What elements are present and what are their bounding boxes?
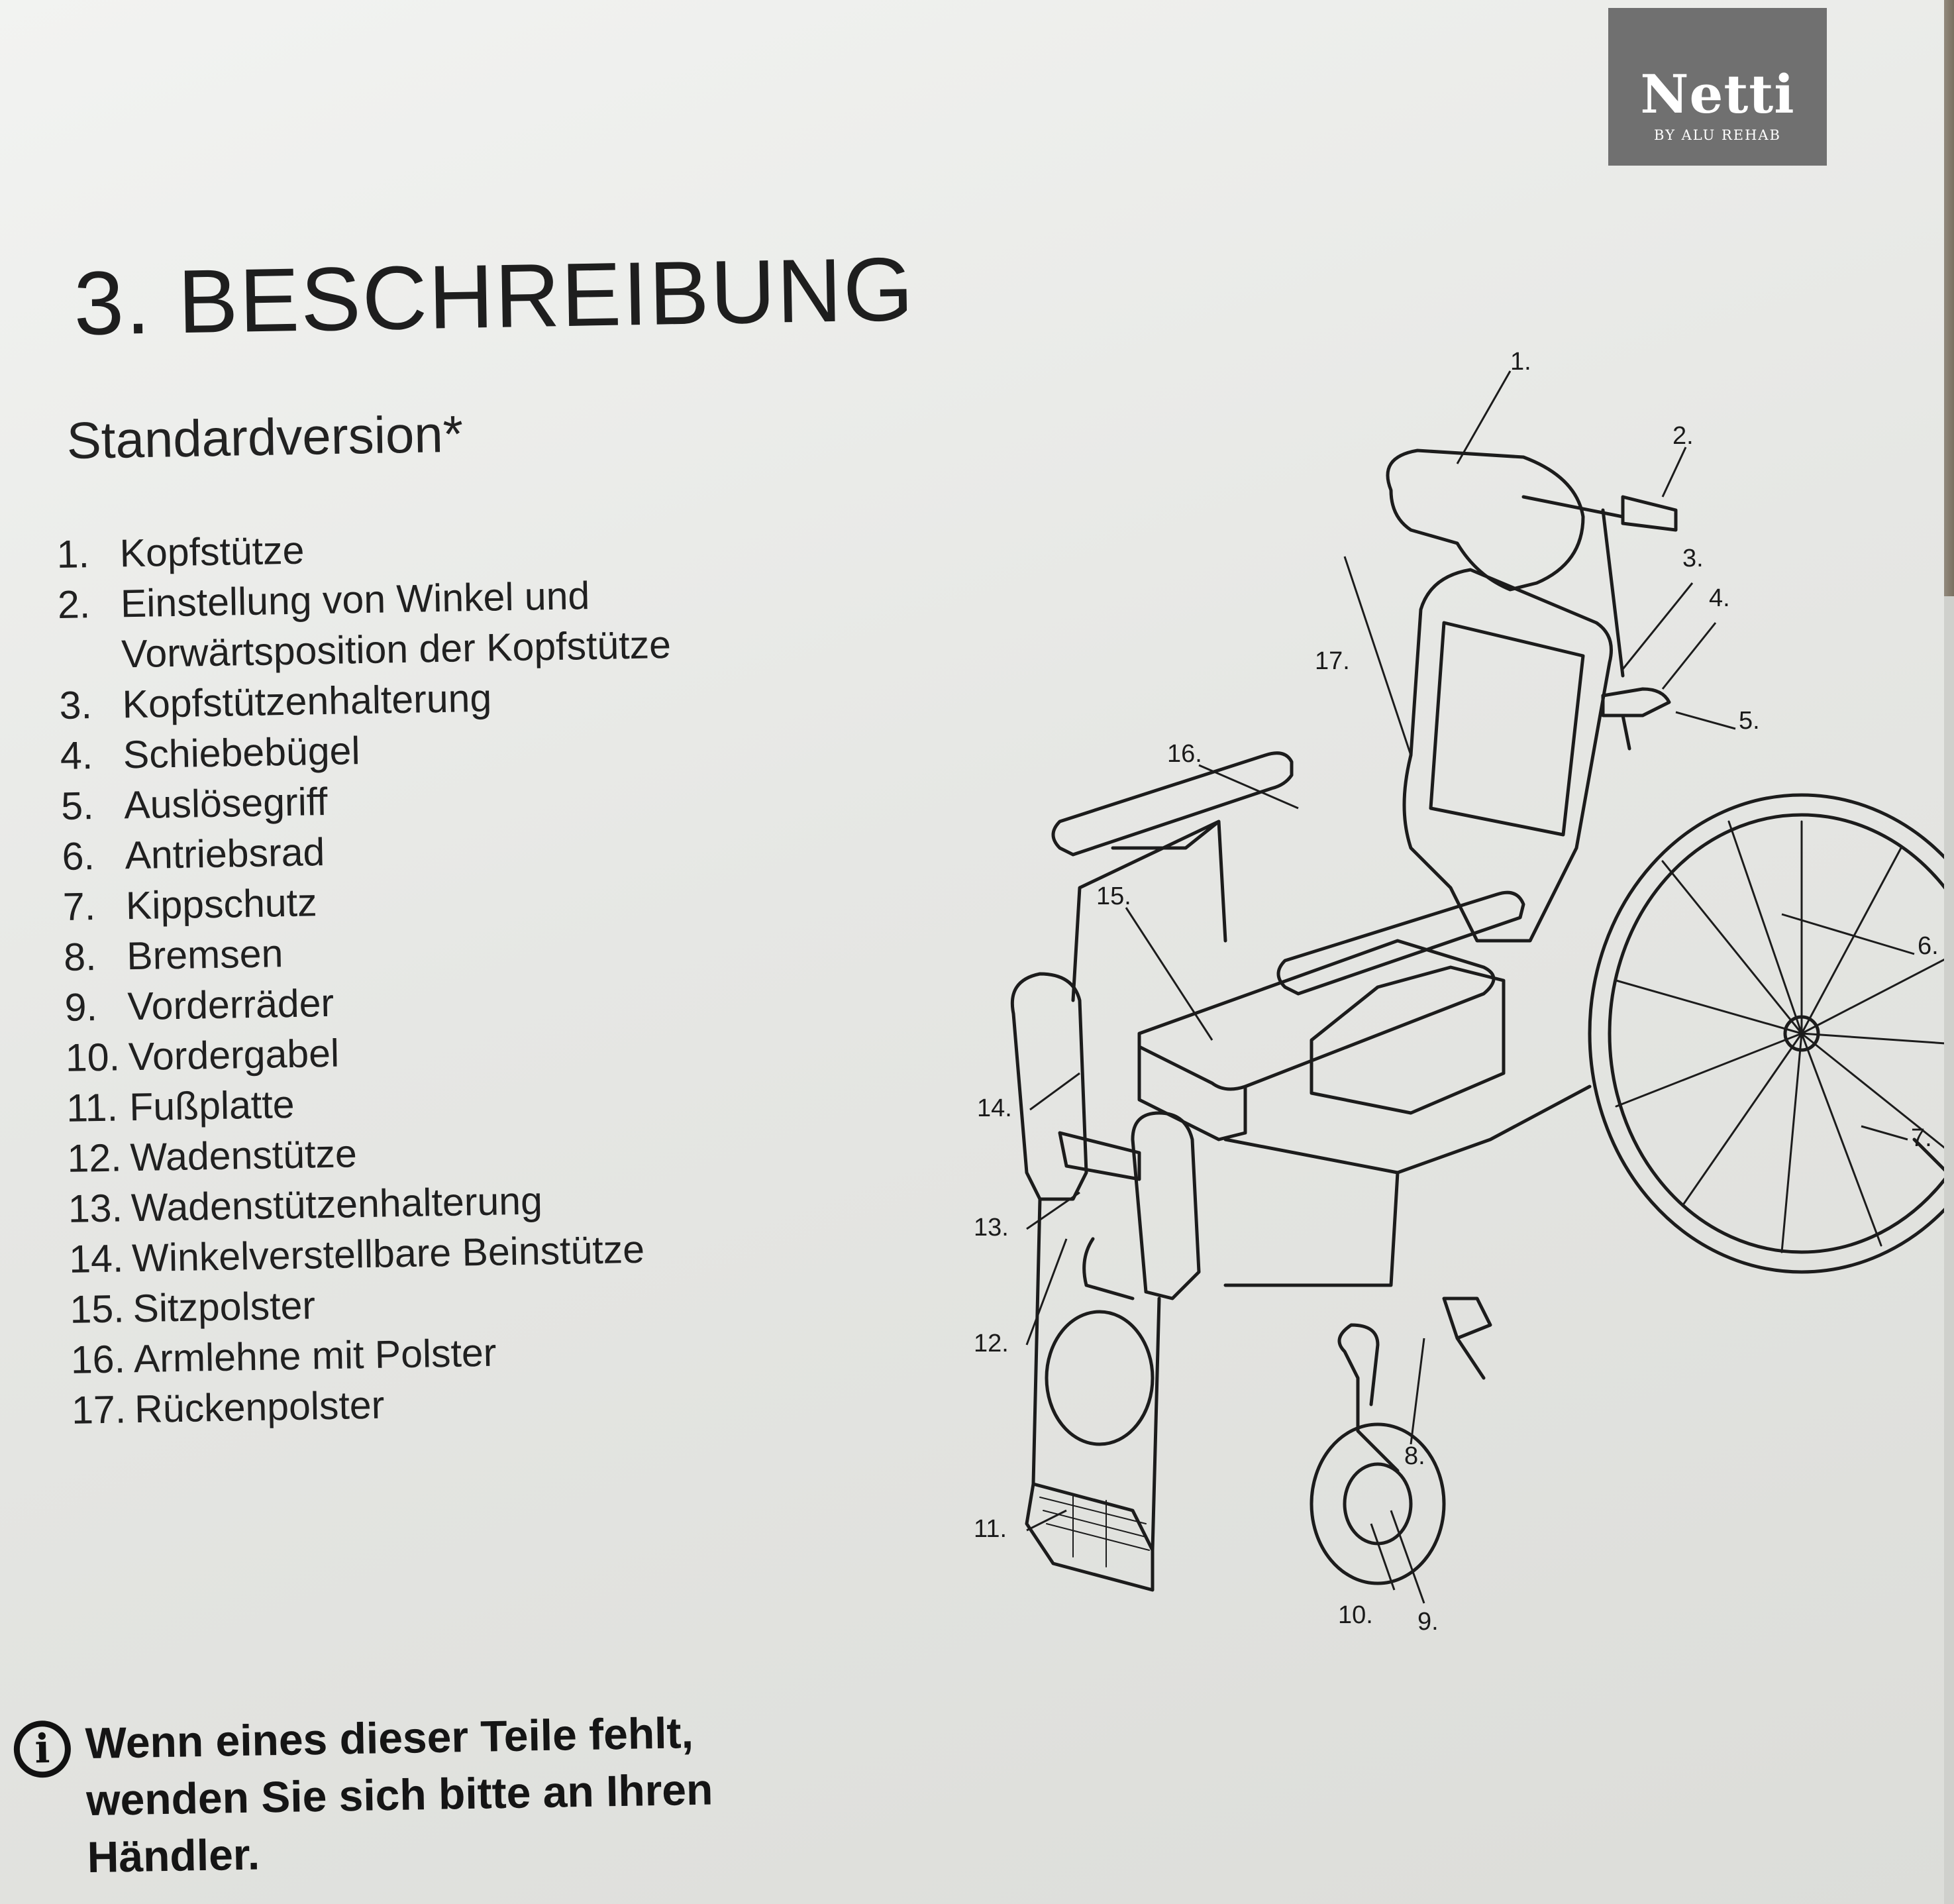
item-number: 3. [59,683,93,727]
front-wheel-left [1047,1312,1153,1444]
callout-line-17 [1345,556,1411,755]
rear-wheel-rim [1610,815,1944,1252]
callout-line-16 [1199,765,1298,808]
item-label: Antriebsrad [125,830,325,878]
list-item [21,566,803,681]
armrest-left [1053,753,1292,855]
wheelchair-drawing [1012,450,1944,1590]
callout-lines [1027,371,1914,1603]
section-subheading: Standardversion* [66,404,464,470]
item-label: Kopfstützenhalterung [122,676,492,727]
callout-line-5 [1676,712,1735,729]
callout-13: 13. [974,1214,1009,1242]
item-label: Kopfstütze [119,528,305,576]
item-label: Wadenstützenhalterung [130,1179,543,1230]
callout-11: 11. [974,1515,1007,1543]
item-number: 17. [71,1387,127,1432]
callout-9: 9. [1417,1608,1439,1636]
item-number: 4. [60,733,93,778]
item-number: 10. [65,1035,121,1080]
leg-rest-right [1133,1113,1199,1550]
logo-name: Netti [1640,63,1795,125]
callout-7: 7. [1911,1124,1932,1152]
item-number: 2. [57,582,91,627]
info-circle-icon: i [13,1720,71,1777]
item-label: Bremsen [126,931,283,978]
callout-line-1 [1457,371,1510,464]
headrest-cushion [1388,450,1583,590]
callout-10: 10. [1338,1601,1373,1629]
item-label: Vordergabel [128,1031,340,1079]
callout-14: 14. [977,1094,1012,1122]
item-number: 13. [68,1186,123,1231]
callout-line-12 [1027,1239,1066,1345]
calf-support [1060,1133,1139,1298]
item-number: 7. [62,884,96,929]
callout-2: 2. [1672,422,1694,450]
item-label: Wadenstütze [129,1132,358,1180]
side-panel-right [1311,967,1504,1113]
item-number: 14. [68,1236,124,1281]
item-label: Schiebebügel [123,729,361,777]
callout-line-15 [1126,908,1212,1040]
item-label: Sitzpolster [132,1283,316,1331]
callout-1: 1. [1510,348,1531,376]
item-number: 15. [69,1287,125,1332]
footplate-grid [1040,1494,1149,1567]
item-label: Kippschutz [125,880,318,928]
callout-6: 6. [1918,932,1939,960]
callout-line-14 [1030,1073,1080,1110]
front-fork [1339,1325,1398,1471]
logo-subline: BY ALU REHAB [1654,127,1781,143]
callout-16: 16. [1167,740,1202,768]
callout-3: 3. [1682,545,1704,572]
item-label: Fußplatte [129,1082,295,1130]
item-number: 6. [62,834,95,878]
callout-line-3 [1623,583,1692,669]
callout-line-7 [1861,1126,1908,1139]
callout-line-2 [1663,447,1686,497]
callout-line-8 [1411,1338,1424,1444]
callout-labels [974,348,1939,1636]
footplate [1027,1484,1153,1590]
seat-front [1139,1047,1245,1139]
item-number: 8. [63,935,97,979]
callout-line-10 [1371,1524,1394,1590]
callout-4: 4. [1709,584,1730,612]
back-cushion-inner [1431,623,1583,835]
callout-17: 17. [1315,647,1350,675]
item-number: 9. [64,985,98,1030]
item-label: Vorderräder [127,980,334,1029]
wheelchair-diagram [762,344,1944,1669]
callout-line-4 [1663,623,1716,689]
parts-list [20,516,817,1436]
item-label: Auslösegriff [123,779,328,827]
push-handle [1603,689,1669,749]
item-number: 1. [56,532,90,577]
frame-lower [1225,1086,1590,1285]
callout-15: 15. [1096,882,1131,910]
callout-8: 8. [1404,1442,1425,1470]
seat-cushion [1139,941,1494,1089]
notice-text: Wenn eines dieser Teile fehlt, wenden Sie sich bitte an Ihren Händler. [85,1708,713,1882]
brake-assembly [1444,1298,1490,1378]
item-number: 11. [66,1085,119,1130]
item-label: Rückenpolster [134,1383,385,1432]
callout-12: 12. [974,1330,1009,1357]
netti-logo [1608,8,1827,166]
leg-rest-left [1012,974,1086,1484]
item-number: 12. [66,1136,123,1181]
item-number: 16. [70,1337,126,1382]
notice [13,1701,877,1887]
item-label: Armlehne mit Polster [133,1330,497,1381]
item-label: Winkelverstellbare Beinstütze [131,1227,645,1281]
section-heading: 3. BESCHREIBUNG [73,238,915,354]
item-number: 5. [60,784,95,828]
callout-5: 5. [1739,707,1760,735]
item-label: Einstellung von Winkel und Vorwärtsposition der Kopfstütze [120,574,672,676]
headrest-bracket [1523,497,1676,676]
